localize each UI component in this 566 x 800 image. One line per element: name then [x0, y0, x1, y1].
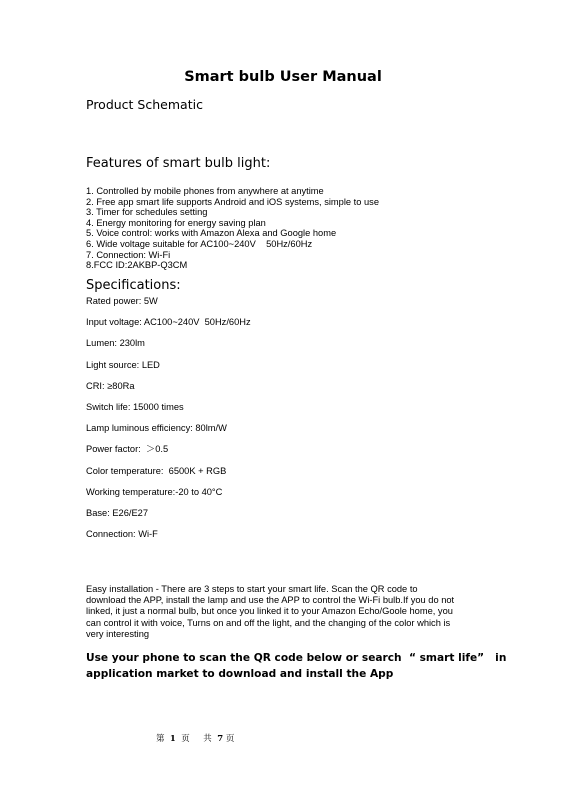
- spec-item: Light source: LED: [86, 359, 160, 370]
- page-number: 1: [169, 734, 176, 744]
- paragraph-line: very interesting: [86, 628, 150, 639]
- specifications-heading: Specifications:: [86, 278, 181, 293]
- document-title: Smart bulb User Manual: [184, 69, 382, 85]
- spec-item: Input voltage: AC100~240V 50Hz/60Hz: [86, 317, 251, 328]
- spec-item: Connection: Wi-F: [86, 529, 158, 540]
- spec-item: Lamp luminous efficiency: 80lm/W: [86, 423, 227, 434]
- spec-item: Switch life: 15000 times: [86, 401, 184, 412]
- specifications-list: [86, 296, 251, 550]
- page-word: 页: [181, 734, 190, 744]
- installation-paragraph: [86, 584, 486, 640]
- total-pages: 7: [217, 734, 224, 744]
- feature-item: 5. Voice control: works with Amazon Alexa and Google home: [86, 228, 337, 239]
- feature-item: 1. Controlled by mobile phones from anywhere at anytime: [86, 186, 324, 196]
- features-list: [86, 186, 379, 271]
- paragraph-line: Easy installation - There are 3 steps to start your smart life. Scan the QR code to: [86, 584, 418, 594]
- paragraph-line: download the APP, install the lamp and use the APP to control the Wi-Fi bulb.If you do not: [86, 595, 455, 606]
- spec-item: Rated power: 5W: [86, 296, 158, 306]
- paragraph-line: linked, it just a normal bulb, but once you linked it to your Amazon Echo/Goole home, you: [86, 606, 453, 617]
- paragraph-line: can control it with voice, Turns on and off the light, and the changing of the color which is: [86, 617, 451, 628]
- feature-item: 8.FCC ID:2AKBP-Q3CM: [86, 260, 188, 271]
- qr-instruction-line: Use your phone to scan the QR code below or search “ smart life” in: [86, 652, 507, 664]
- spec-item: Lumen: 230lm: [86, 338, 145, 349]
- spec-item: CRI: ≥80Ra: [86, 380, 135, 391]
- feature-item: 2. Free app smart life supports Android and iOS systems, simple to use: [86, 196, 379, 207]
- total-prefix: 共: [203, 734, 212, 744]
- spec-item: Power factor: ＞0.5: [86, 444, 169, 455]
- spec-item: Base: E26/E27: [86, 507, 149, 518]
- schematic-heading: Product Schematic: [86, 97, 203, 112]
- features-heading: Features of smart bulb light:: [86, 156, 271, 171]
- spec-item: Color temperature: 6500K + RGB: [86, 465, 227, 476]
- page-prefix: 第: [156, 734, 165, 744]
- qr-instruction-line: application market to download and install the App: [86, 668, 394, 680]
- total-word: 页: [225, 734, 235, 744]
- feature-item: 4. Energy monitoring for energy saving plan: [86, 217, 266, 228]
- page-footer: [156, 732, 234, 744]
- feature-item: 7. Connection: Wi-Fi: [86, 249, 171, 260]
- spec-item: Working temperature:-20 to 40°C: [86, 486, 223, 497]
- feature-item: 3. Timer for schedules setting: [86, 207, 208, 218]
- feature-item: 6. Wide voltage suitable for AC100~240V 50Hz/60Hz: [86, 238, 313, 249]
